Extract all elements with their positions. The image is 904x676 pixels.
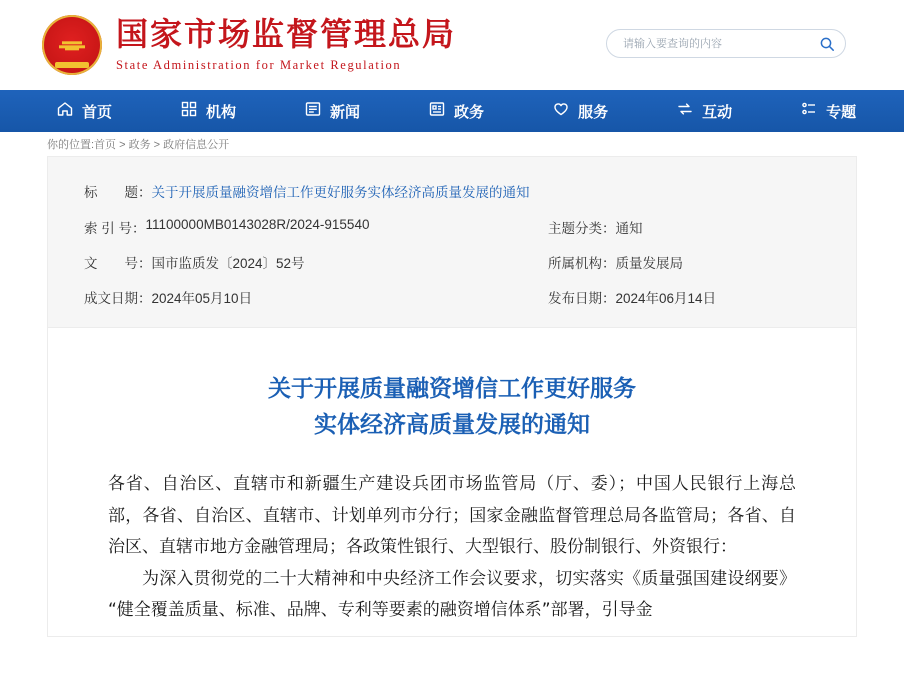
meta-title-label: 标 题： <box>84 185 152 200</box>
nav-label: 首页 <box>82 103 113 121</box>
meta-label: 成文日期： <box>84 291 152 306</box>
nav-item-home[interactable] <box>56 100 112 122</box>
home-icon <box>56 100 74 122</box>
meta-row-department <box>452 252 820 272</box>
site-header <box>0 0 904 90</box>
document-title-line2: 实体经济高质量发展的通知 <box>314 411 590 438</box>
site-title-block <box>116 15 457 73</box>
main-nav <box>0 90 904 132</box>
meta-title-row <box>84 181 820 201</box>
nav-label: 政务 <box>454 103 485 121</box>
meta-row-index <box>84 217 452 237</box>
document-paragraph: 各省、自治区、直辖市和新疆生产建设兵团市场监管局（厅、委）；中国人民银行上海总部，各省、自治区、直辖市、计划单列市分行；国家金融监督管理总局各监管局；各省、自治区、直辖市地方金融管理局；各政策性银行、大型银行、股份制银行、外资银行： <box>108 474 796 558</box>
meta-value: 11100000MB0143028R/2024-915540 <box>145 217 370 232</box>
nav-label: 专题 <box>826 103 857 121</box>
meta-value: 质量发展局 <box>615 256 683 271</box>
national-emblem-icon <box>42 15 102 75</box>
nav-item-government[interactable] <box>428 100 484 122</box>
org-icon <box>180 100 198 122</box>
meta-value: 2024年05月10日 <box>151 291 253 306</box>
meta-label: 发布日期： <box>548 291 616 306</box>
nav-item-organization[interactable] <box>180 100 236 122</box>
meta-grid <box>84 217 820 307</box>
document-title-line1: 关于开展质量融资增信工作更好服务 <box>268 376 636 402</box>
nav-label: 服务 <box>578 103 609 121</box>
search-input[interactable] <box>621 37 819 51</box>
topic-icon <box>800 100 818 122</box>
document-paragraph: 为深入贯彻党的二十大精神和中央经济工作会议要求，切实落实《质量强国建设纲要》“健全覆盖质量、标准、品牌、专利等要素的融资增信体系”部署，引导金 <box>108 568 796 621</box>
heart-service-icon <box>552 100 570 122</box>
meta-label: 主题分类： <box>548 221 616 236</box>
meta-label: 文 号： <box>84 256 152 271</box>
document-article <box>47 328 857 637</box>
meta-row-docnumber <box>84 252 452 272</box>
meta-row-publishdate <box>452 287 820 307</box>
interaction-icon <box>676 100 694 122</box>
nav-label: 新闻 <box>330 103 361 121</box>
meta-value: 通知 <box>615 221 643 236</box>
meta-title-value[interactable]: 关于开展质量融资增信工作更好服务实体经济高质量发展的通知 <box>151 185 530 200</box>
news-icon <box>304 100 322 122</box>
nav-item-topic[interactable] <box>800 100 856 122</box>
meta-value: 国市监质发〔2024〕52号 <box>151 256 305 271</box>
search-icon[interactable] <box>819 36 835 52</box>
meta-row-writtendate <box>84 287 452 307</box>
nav-item-news[interactable] <box>304 100 360 122</box>
nav-label: 机构 <box>206 103 237 121</box>
site-title-en: State Administration for Market Regulation <box>116 58 402 73</box>
meta-value: 2024年06月14日 <box>615 291 717 306</box>
government-icon <box>428 100 446 122</box>
search-box[interactable] <box>606 29 846 58</box>
content-wrapper <box>0 156 904 637</box>
breadcrumb[interactable] <box>0 132 904 156</box>
meta-label: 索 引 号： <box>84 221 146 236</box>
document-body <box>108 469 796 626</box>
nav-item-service[interactable] <box>552 100 608 122</box>
nav-label: 互动 <box>702 103 733 121</box>
document-title <box>108 372 796 443</box>
site-title-cn: 国家市场监督管理总局 <box>116 15 457 54</box>
site-logo[interactable] <box>42 15 456 75</box>
meta-label: 所属机构： <box>548 256 616 271</box>
breadcrumb-text: 你的位置:首页 > 政务 > 政府信息公开 <box>47 139 230 151</box>
nav-item-interaction[interactable] <box>676 100 732 122</box>
document-meta-card <box>47 156 857 328</box>
meta-row-category <box>452 217 820 237</box>
